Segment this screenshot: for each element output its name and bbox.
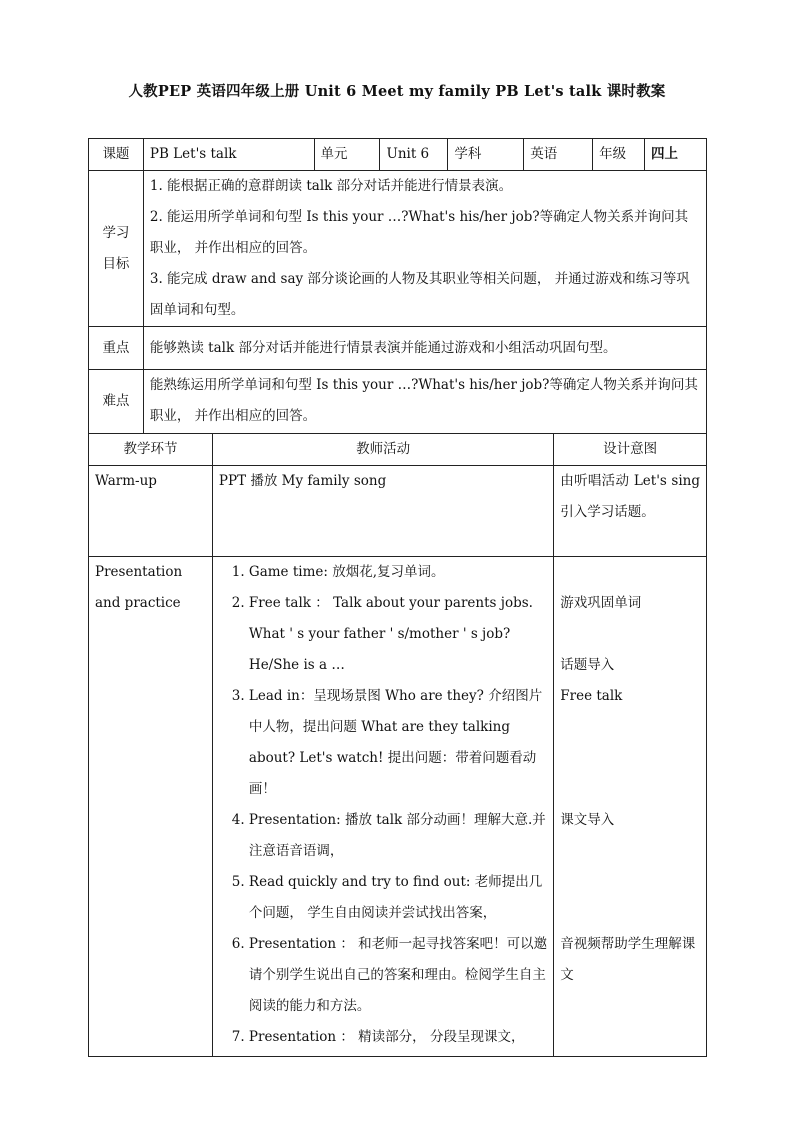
warmup-activity: PPT 播放 My family song [212, 466, 553, 557]
header-activity: 教师活动 [212, 434, 553, 466]
warmup-intent: 由听唱活动 Let's sing 引入学习话题。 [554, 466, 707, 557]
unit-label: 单元 [314, 139, 380, 171]
warmup-stage: Warm-up [89, 466, 213, 557]
presentation-intents [554, 557, 707, 1057]
unit-value: Unit 6 [380, 139, 448, 171]
step-item: 7. Presentation ： 精读部分， 分段呈现课文， [249, 1022, 547, 1053]
subject-value: PB Let's talk [143, 139, 314, 171]
subject-label: 课题 [89, 139, 144, 171]
step-item: 6. Presentation ： 和老师一起寻找答案吧！可以邀请个别学生说出自己的答案和理由。检阅学生自主阅读的能力和方法。 [249, 929, 547, 1022]
process-table [88, 433, 707, 1057]
intent-item: 游戏巩固单词 [560, 595, 642, 611]
intent-item: 音视频帮助学生理解课文 [560, 936, 696, 983]
discipline-value: 英语 [524, 139, 593, 171]
difficulty-label: 难点 [89, 370, 144, 434]
grade-label: 年级 [593, 139, 645, 171]
header-intent: 设计意图 [554, 434, 707, 466]
lesson-info-table [88, 138, 707, 434]
objective-item: 3. 能完成 draw and say 部分谈论画的人物及其职业等相关问题， 并通过游戏和练习等巩固单词和句型。 [149, 271, 690, 318]
grade-value: 四上 [645, 139, 707, 171]
step-item: 2. Free talk ： Talk about your parents jobs. What ' s your father ' s/mother ' s job? He/She is a … [249, 588, 547, 681]
intent-item: 话题导入 [560, 657, 615, 673]
intent-item: Free talk [560, 688, 623, 704]
step-item: 4. Presentation: 播放 talk 部分动画！理解大意.并注意语音语调， [249, 805, 547, 867]
objectives-label-line1: 学习 [102, 224, 130, 241]
objective-item: 1. 能根据正确的意群朗读 talk 部分对话并能进行情景表演。 [149, 178, 513, 194]
objectives-label-line2: 目标 [102, 255, 130, 272]
objectives-content [143, 171, 706, 327]
step-item: 5. Read quickly and try to find out: 老师提出几个问题， 学生自由阅读并尝试找出答案， [249, 867, 547, 929]
discipline-label: 学科 [448, 139, 524, 171]
header-stage: 教学环节 [89, 434, 213, 466]
step-item: 1. Game time: 放烟花,复习单词。 [249, 557, 547, 588]
presentation-steps [212, 557, 553, 1057]
key-point-label: 重点 [89, 327, 144, 370]
key-point-text: 能够熟读 talk 部分对话并能进行情景表演并能通过游戏和小组活动巩固句型。 [143, 327, 706, 370]
document-title: 人教PEP 英语四年级上册 Unit 6 Meet my family PB Let's talk 课时教案 [128, 83, 666, 100]
objective-item: 2. 能运用所学单词和句型 Is this your …?What's his/her job?等确定人物关系并询问其职业， 并作出相应的回答。 [149, 209, 689, 256]
step-item: 3. Lead in：呈现场景图 Who are they? 介绍图片中人物，提出问题 What are they talking about? Let's watch! 提出问题：带着问题看动画！ [249, 681, 547, 805]
intent-item: 课文导入 [560, 812, 615, 828]
objectives-label [89, 171, 144, 327]
presentation-stage: Presentation and practice [89, 557, 213, 1057]
difficulty-text: 能熟练运用所学单词和句型 Is this your …?What's his/her job?等确定人物关系并询问其职业， 并作出相应的回答。 [143, 370, 706, 434]
